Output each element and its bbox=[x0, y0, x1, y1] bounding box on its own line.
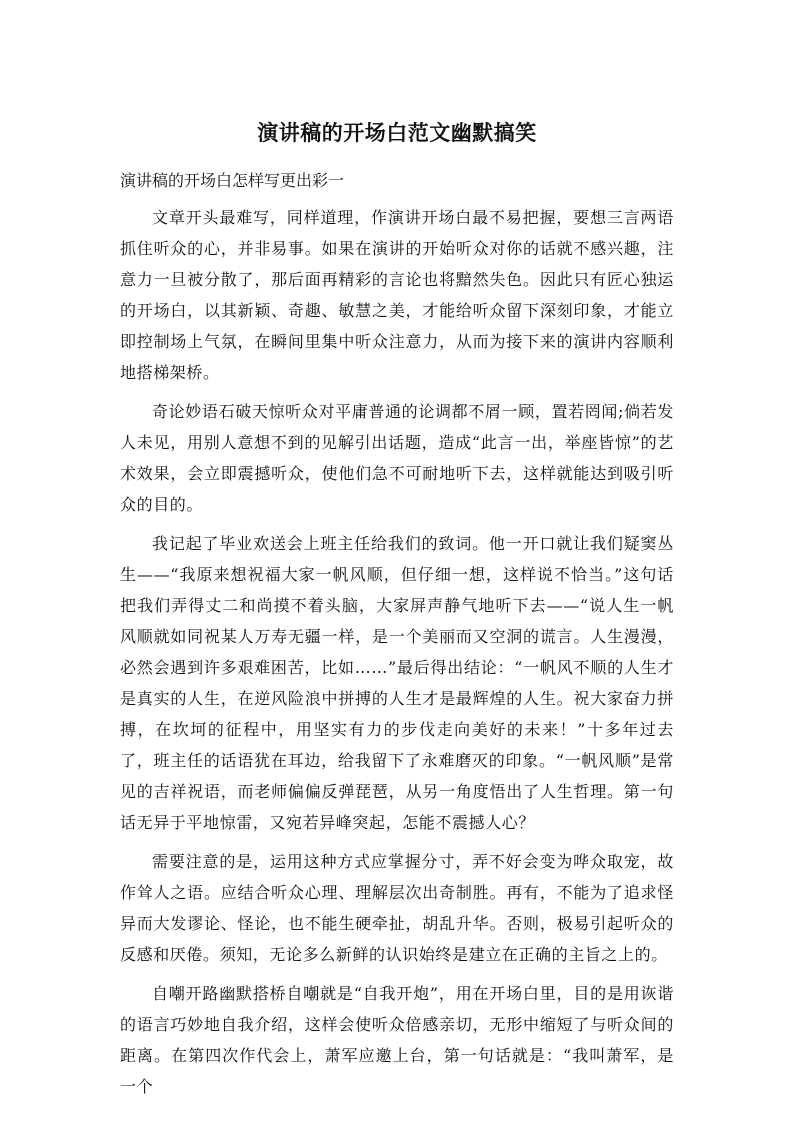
document-title: 演讲稿的开场白范文幽默搞笑 bbox=[257, 121, 537, 145]
paragraph-surprising-remarks: 奇论妙语石破天惊听众对平庸普通的论调都不屑一顾，置若罔闻;倘若发人未见，用别人意想不到的见解引出话题，造成“此言一出，举座皆惊”的艺术效果，会立即震撼听众，使他们急不可耐地听下去，这样就能达到吸引听众的目的。 bbox=[120, 402, 674, 514]
paragraph-caution: 需要注意的是，运用这种方式应掌握分寸，弄不好会变为哗众取宠，故作耸人之语。应结合听众心理、理解层次出奇制胜。再有，不能为了追求怪异而大发谬论、怪论，也不能生硬牵扯，胡乱升华。否则，极易引起听众的反感和厌倦。须知，无论多么新鲜的认识始终是建立在正确的主旨之上的。 bbox=[120, 852, 674, 964]
paragraph-graduation-speech: 我记起了毕业欢送会上班主任给我们的致词。他一开口就让我们疑窦丛生——“我原来想祝福大家一帆风顺，但仔细一想，这样说不恰当。”这句话把我们弄得丈二和尚摸不着头脑，大家屏声静气地听下去——“说人生一帆风顺就如同祝某人万寿无疆一样，是一个美丽而又空洞的谎言。人生漫漫，必然会遇到许多艰难困苦，比如……”最后得出结论：“一帆风不顺的人生才是真实的人生，在逆风险浪中拼搏的人生才是最辉煌的人生。祝大家奋力拼搏，在坎坷的征程中，用坚实有力的步伐走向美好的未来！”十多年过去了，班主任的话语犹在耳边，给我留下了永难磨灭的印象。“一帆风顺”是常见的吉祥祝语，而老师偏偏反弹琵琶，从另一角度悟出了人生哲理。第一句话无异于平地惊雷，又宛若异峰突起，怎能不震撼人心？ bbox=[120, 534, 674, 832]
paragraph-opening-difficulty: 文章开头最难写，同样道理，作演讲开场白最不易把握，要想三言两语抓住听众的心，并非易事。如果在演讲的开始听众对你的话就不感兴趣，注意力一旦被分散了，那后面再精彩的言论也将黯然失色。因此只有匠心独运的开场白，以其新颖、奇趣、敏慧之美，才能给听众留下深刻印象，才能立即控制场上气氛，在瞬间里集中听众注意力，从而为接下来的演讲内容顺利地搭梯架桥。 bbox=[120, 208, 674, 382]
paragraph-self-mockery: 自嘲开路幽默搭桥自嘲就是“自我开炮”，用在开场白里，目的是用诙谐的语言巧妙地自我介绍，这样会使听众倍感亲切，无形中缩短了与听众间的距离。在第四次作代会上，萧军应邀上台，第一句话就是：“我叫萧军，是一个 bbox=[120, 984, 674, 1096]
document-subtitle: 演讲稿的开场白怎样写更出彩一 bbox=[120, 171, 345, 190]
